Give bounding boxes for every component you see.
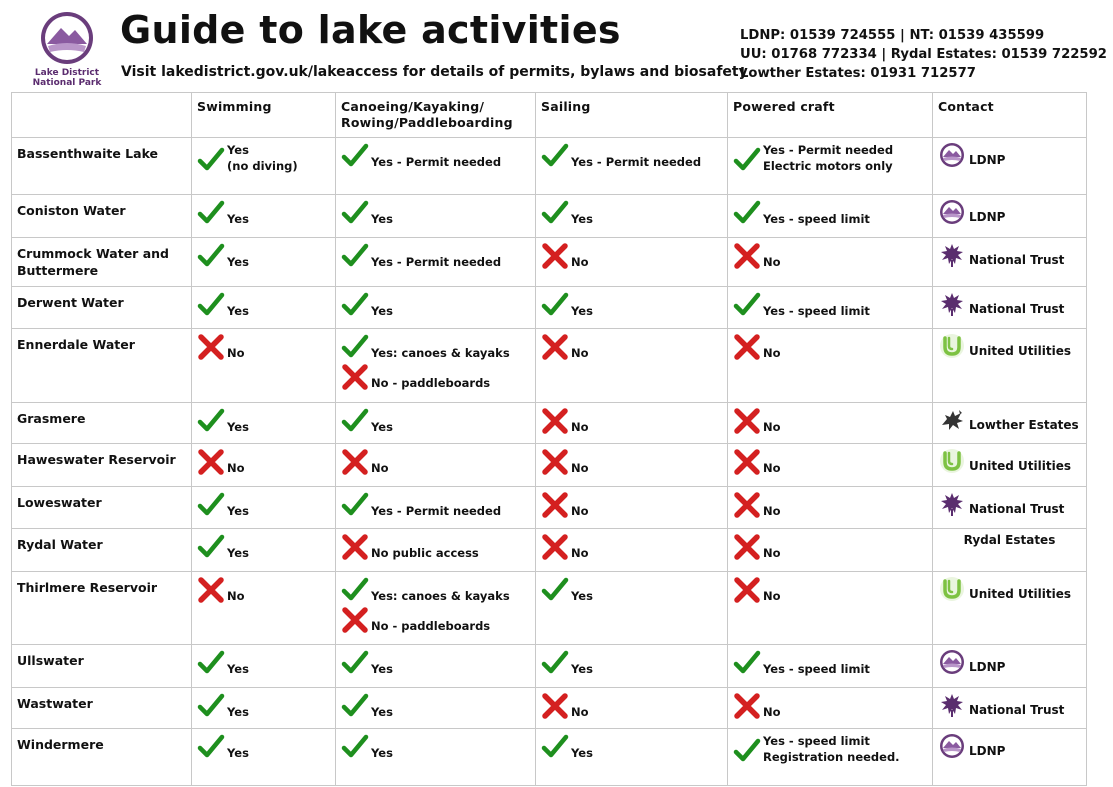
ldnp-logo-icon <box>939 199 965 225</box>
activity-status-text: Yes - speed limit <box>763 662 870 676</box>
column-header-powered-craft: Powered craft <box>728 93 933 138</box>
contact-cell <box>933 572 1087 645</box>
checkmark-icon <box>341 491 369 519</box>
contact-cell <box>933 403 1087 444</box>
canoeing-cell <box>336 329 536 403</box>
swimming-cell <box>192 487 336 529</box>
allowed-entry <box>341 491 530 519</box>
checkmark-icon <box>197 649 225 677</box>
activity-status-text: No <box>571 461 589 475</box>
canoeing-cell <box>336 572 536 645</box>
checkmark-icon <box>733 737 761 765</box>
activity-status-text: No <box>571 546 589 560</box>
column-header-contact: Contact <box>933 93 1087 138</box>
national-trust-icon <box>939 692 965 718</box>
swimming-cell <box>192 645 336 688</box>
allowed-entry <box>541 733 722 761</box>
contact-cell <box>933 645 1087 688</box>
checkmark-icon <box>341 199 369 227</box>
contact-organisation: United Utilities <box>969 344 1071 358</box>
table-row <box>12 138 1087 195</box>
canoeing-cell <box>336 403 536 444</box>
powered-craft-cell <box>728 329 933 403</box>
checkmark-icon <box>341 291 369 319</box>
sailing-cell <box>536 403 728 444</box>
contact-cell <box>933 444 1087 487</box>
cross-icon <box>541 692 569 720</box>
activity-status-text: No <box>571 504 589 518</box>
canoeing-cell <box>336 529 536 572</box>
lake-name: Grasmere <box>12 403 192 444</box>
allowed-entry <box>733 733 927 765</box>
sailing-cell <box>536 645 728 688</box>
activity-status-text: No <box>227 461 245 475</box>
activity-status-text: No <box>227 589 245 603</box>
activity-status-text: Yes <box>227 212 249 226</box>
allowed-entry <box>341 333 530 361</box>
activity-status-text: No <box>763 346 781 360</box>
canoeing-cell <box>336 645 536 688</box>
table-row <box>12 729 1087 786</box>
contact-organisation: National Trust <box>969 302 1065 316</box>
activity-status-text: Yes <box>227 662 249 676</box>
sailing-cell <box>536 138 728 195</box>
powered-craft-cell <box>728 572 933 645</box>
page-subtitle: Visit lakedistrict.gov.uk/lakeaccess for details of permits, bylaws and biosafety <box>121 64 748 80</box>
swimming-cell <box>192 287 336 329</box>
contact-organisation: United Utilities <box>969 459 1071 473</box>
powered-craft-cell <box>728 688 933 729</box>
sailing-cell <box>536 572 728 645</box>
activity-status-text: No <box>571 705 589 719</box>
not-allowed-entry <box>541 333 722 361</box>
checkmark-icon <box>341 692 369 720</box>
contact-organisation: Lowther Estates <box>969 418 1079 432</box>
lake-name: Bassenthwaite Lake <box>12 138 192 195</box>
not-allowed-entry <box>733 448 927 476</box>
allowed-entry <box>197 533 330 561</box>
national-trust-icon <box>939 242 965 268</box>
national-trust-icon <box>939 291 965 317</box>
table-row <box>12 329 1087 403</box>
not-allowed-entry <box>541 448 722 476</box>
canoeing-cell <box>336 195 536 238</box>
sailing-cell <box>536 529 728 572</box>
activity-status-text: Yes <box>227 546 249 560</box>
lake-name: Ennerdale Water <box>12 329 192 403</box>
cross-icon <box>341 363 369 391</box>
table-row <box>12 487 1087 529</box>
cross-icon <box>541 491 569 519</box>
activity-status-text: Yes <box>571 662 593 676</box>
lake-name: Haweswater Reservoir <box>12 444 192 487</box>
lake-name: Loweswater <box>12 487 192 529</box>
allowed-entry <box>341 142 530 170</box>
allowed-entry <box>541 576 722 604</box>
allowed-entry <box>341 291 530 319</box>
sailing-cell <box>536 487 728 529</box>
lake-name: Coniston Water <box>12 195 192 238</box>
activity-status-text: No <box>763 420 781 434</box>
table-row <box>12 287 1087 329</box>
allowed-entry <box>197 142 330 174</box>
contact-line: LDNP: 01539 724555 | NT: 01539 435599 <box>740 28 1045 43</box>
activity-status-text: Yes <box>371 304 393 318</box>
table-row <box>12 572 1087 645</box>
contact-cell <box>933 688 1087 729</box>
allowed-entry <box>197 692 330 720</box>
table-row <box>12 444 1087 487</box>
contact-cell <box>933 138 1087 195</box>
swimming-cell <box>192 688 336 729</box>
powered-craft-cell <box>728 729 933 786</box>
contact-organisation: National Trust <box>969 253 1065 267</box>
checkmark-icon <box>541 733 569 761</box>
checkmark-icon <box>541 576 569 604</box>
not-allowed-entry <box>341 533 530 561</box>
activity-status-text: Yes <box>571 746 593 760</box>
powered-craft-cell <box>728 444 933 487</box>
canoeing-cell <box>336 688 536 729</box>
contact-cell <box>933 287 1087 329</box>
sailing-cell <box>536 444 728 487</box>
sailing-cell <box>536 329 728 403</box>
activity-status-text: Yes <box>227 420 249 434</box>
activity-status-text: Yes <box>371 420 393 434</box>
activity-status-text: Yes <box>571 589 593 603</box>
activity-status-text: No <box>571 420 589 434</box>
allowed-entry <box>341 199 530 227</box>
activity-status-text: Yes <box>371 212 393 226</box>
activity-status-text: No <box>571 346 589 360</box>
national-trust-icon <box>939 491 965 517</box>
swimming-cell <box>192 238 336 287</box>
powered-craft-cell <box>728 645 933 688</box>
swimming-cell <box>192 195 336 238</box>
activity-status-text: Yes - Permit needed <box>371 504 502 518</box>
allowed-entry <box>197 649 330 677</box>
swimming-cell <box>192 403 336 444</box>
activity-status-text: Yes <box>571 212 593 226</box>
cross-icon <box>341 448 369 476</box>
activity-status-text: No <box>763 255 781 269</box>
checkmark-icon <box>197 407 225 435</box>
activity-status-text: Yes <box>227 504 249 518</box>
checkmark-icon <box>341 142 369 170</box>
logo-text: Lake District National Park <box>32 68 102 88</box>
allowed-entry <box>341 649 530 677</box>
checkmark-icon <box>197 242 225 270</box>
contact-organisation: LDNP <box>969 660 1006 674</box>
cross-icon <box>541 448 569 476</box>
powered-craft-cell <box>728 238 933 287</box>
ldnp-logo-icon <box>939 649 965 675</box>
swimming-cell <box>192 444 336 487</box>
canoeing-cell <box>336 287 536 329</box>
allowed-entry <box>733 291 927 319</box>
checkmark-icon <box>341 333 369 361</box>
not-allowed-entry <box>541 242 722 270</box>
page-title: Guide to lake activities <box>120 8 621 52</box>
not-allowed-entry <box>541 533 722 561</box>
table-row <box>12 238 1087 287</box>
cross-icon <box>541 407 569 435</box>
lake-name: Derwent Water <box>12 287 192 329</box>
contact-organisation: Rydal Estates <box>963 533 1056 547</box>
sailing-cell <box>536 688 728 729</box>
not-allowed-entry <box>733 576 927 604</box>
not-allowed-entry <box>541 491 722 519</box>
checkmark-icon <box>541 649 569 677</box>
cross-icon <box>541 333 569 361</box>
activity-status-text: Yes - Permit needed <box>371 155 502 169</box>
activity-status-text: Yes - speed limit <box>763 304 870 318</box>
cross-icon <box>197 448 225 476</box>
activity-status-text: Yes - speed limit Registration needed. <box>763 734 900 764</box>
activity-status-text: Yes: canoes & kayaks <box>371 589 510 603</box>
activity-status-text: No <box>227 346 245 360</box>
cross-icon <box>541 533 569 561</box>
activity-status-text: No <box>763 461 781 475</box>
not-allowed-entry <box>341 448 530 476</box>
powered-craft-cell <box>728 195 933 238</box>
checkmark-icon <box>541 291 569 319</box>
cross-icon <box>733 242 761 270</box>
contact-organisation: United Utilities <box>969 587 1071 601</box>
canoeing-cell <box>336 444 536 487</box>
activity-status-text: No <box>571 255 589 269</box>
allowed-entry <box>197 291 330 319</box>
table-row <box>12 195 1087 238</box>
powered-craft-cell <box>728 403 933 444</box>
canoeing-cell <box>336 238 536 287</box>
contact-cell <box>933 329 1087 403</box>
activity-status-text: Yes - Permit needed <box>571 155 702 169</box>
checkmark-icon <box>733 146 761 174</box>
allowed-entry <box>341 242 530 270</box>
lake-name: Rydal Water <box>12 529 192 572</box>
allowed-entry <box>197 407 330 435</box>
activity-status-text: Yes - Permit needed Electric motors only <box>763 143 894 173</box>
united-utilities-icon <box>939 448 965 474</box>
table-row <box>12 688 1087 729</box>
lake-name: Wastwater <box>12 688 192 729</box>
activity-status-text: Yes <box>227 304 249 318</box>
allowed-entry <box>541 649 722 677</box>
powered-craft-cell <box>728 487 933 529</box>
swimming-cell <box>192 572 336 645</box>
activity-status-text: Yes <box>371 662 393 676</box>
table-row <box>12 645 1087 688</box>
column-header-canoeing: Canoeing/Kayaking/ Rowing/Paddleboarding <box>336 93 536 138</box>
allowed-entry <box>541 291 722 319</box>
canoeing-cell <box>336 729 536 786</box>
checkmark-icon <box>197 692 225 720</box>
not-allowed-entry <box>197 333 330 361</box>
checkmark-icon <box>341 242 369 270</box>
activity-status-text: Yes <box>571 304 593 318</box>
allowed-entry <box>197 199 330 227</box>
sailing-cell <box>536 287 728 329</box>
allowed-entry <box>733 199 927 227</box>
swimming-cell <box>192 138 336 195</box>
lake-name: Windermere <box>12 729 192 786</box>
checkmark-icon <box>541 199 569 227</box>
lake-district-logo <box>30 10 104 88</box>
cross-icon <box>733 407 761 435</box>
not-allowed-entry <box>733 533 927 561</box>
checkmark-icon <box>197 199 225 227</box>
contact-cell <box>933 529 1087 572</box>
contact-line: UU: 01768 772334 | Rydal Estates: 01539 722592 <box>740 47 1107 62</box>
sailing-cell <box>536 729 728 786</box>
contact-line: Lowther Estates: 01931 712577 <box>740 66 976 81</box>
powered-craft-cell <box>728 529 933 572</box>
not-allowed-entry <box>541 692 722 720</box>
allowed-entry <box>197 491 330 519</box>
contact-organisation: National Trust <box>969 502 1065 516</box>
united-utilities-icon <box>939 576 965 602</box>
not-allowed-entry <box>341 606 530 634</box>
checkmark-icon <box>197 733 225 761</box>
cross-icon <box>733 576 761 604</box>
not-allowed-entry <box>733 333 927 361</box>
checkmark-icon <box>541 142 569 170</box>
not-allowed-entry <box>197 448 330 476</box>
activity-status-text: No - paddleboards <box>371 619 491 633</box>
contact-numbers <box>740 26 1107 83</box>
column-header-lake <box>12 93 192 138</box>
table-header-row <box>12 93 1087 138</box>
lowther-dragon-icon <box>939 407 965 433</box>
allowed-entry <box>541 142 722 170</box>
cross-icon <box>197 333 225 361</box>
allowed-entry <box>197 733 330 761</box>
activity-status-text: No <box>763 504 781 518</box>
not-allowed-entry <box>733 491 927 519</box>
allowed-entry <box>341 407 530 435</box>
allowed-entry <box>341 733 530 761</box>
lake-name: Crummock Water and Buttermere <box>12 238 192 287</box>
not-allowed-entry <box>541 407 722 435</box>
checkmark-icon <box>197 146 225 174</box>
not-allowed-entry <box>733 242 927 270</box>
table-row <box>12 403 1087 444</box>
column-header-sailing: Sailing <box>536 93 728 138</box>
lake-name: Ullswater <box>12 645 192 688</box>
ldnp-logo-icon <box>39 10 95 66</box>
canoeing-cell <box>336 487 536 529</box>
activity-status-text: No <box>763 589 781 603</box>
header <box>0 0 1113 92</box>
checkmark-icon <box>341 649 369 677</box>
contact-organisation: LDNP <box>969 744 1006 758</box>
cross-icon <box>341 533 369 561</box>
activity-status-text: No public access <box>371 546 479 560</box>
swimming-cell <box>192 329 336 403</box>
lake-name: Thirlmere Reservoir <box>12 572 192 645</box>
allowed-entry <box>197 242 330 270</box>
activity-status-text: No <box>763 546 781 560</box>
checkmark-icon <box>733 199 761 227</box>
checkmark-icon <box>341 576 369 604</box>
cross-icon <box>733 533 761 561</box>
cross-icon <box>733 448 761 476</box>
activity-status-text: Yes <box>227 746 249 760</box>
not-allowed-entry <box>341 363 530 391</box>
allowed-entry <box>733 649 927 677</box>
contact-cell <box>933 729 1087 786</box>
contact-organisation: LDNP <box>969 210 1006 224</box>
allowed-entry <box>341 576 530 604</box>
swimming-cell <box>192 529 336 572</box>
checkmark-icon <box>341 733 369 761</box>
cross-icon <box>197 576 225 604</box>
ldnp-logo-icon <box>939 733 965 759</box>
activity-status-text: Yes: canoes & kayaks <box>371 346 510 360</box>
activity-status-text: Yes - Permit needed <box>371 255 502 269</box>
activity-status-text: No <box>371 461 389 475</box>
sailing-cell <box>536 238 728 287</box>
contact-organisation: LDNP <box>969 153 1006 167</box>
activity-status-text: Yes <box>227 255 249 269</box>
ldnp-logo-icon <box>939 142 965 168</box>
cross-icon <box>341 606 369 634</box>
checkmark-icon <box>197 291 225 319</box>
swimming-cell <box>192 729 336 786</box>
activity-status-text: Yes (no diving) <box>227 143 298 173</box>
cross-icon <box>733 692 761 720</box>
checkmark-icon <box>197 533 225 561</box>
checkmark-icon <box>733 649 761 677</box>
column-header-swimming: Swimming <box>192 93 336 138</box>
checkmark-icon <box>341 407 369 435</box>
contact-cell <box>933 238 1087 287</box>
contact-cell <box>933 487 1087 529</box>
table-row <box>12 529 1087 572</box>
contact-organisation: National Trust <box>969 703 1065 717</box>
activity-status-text: No - paddleboards <box>371 376 491 390</box>
powered-craft-cell <box>728 138 933 195</box>
contact-cell <box>933 195 1087 238</box>
allowed-entry <box>541 199 722 227</box>
activity-status-text: No <box>763 705 781 719</box>
united-utilities-icon <box>939 333 965 359</box>
sailing-cell <box>536 195 728 238</box>
not-allowed-entry <box>733 407 927 435</box>
checkmark-icon <box>197 491 225 519</box>
not-allowed-entry <box>733 692 927 720</box>
activity-status-text: Yes <box>371 705 393 719</box>
activity-status-text: Yes - speed limit <box>763 212 870 226</box>
canoeing-cell <box>336 138 536 195</box>
lake-activities-table <box>11 92 1087 786</box>
cross-icon <box>541 242 569 270</box>
activity-status-text: Yes <box>227 705 249 719</box>
allowed-entry <box>341 692 530 720</box>
activity-status-text: Yes <box>371 746 393 760</box>
not-allowed-entry <box>197 576 330 604</box>
allowed-entry <box>733 142 927 174</box>
cross-icon <box>733 333 761 361</box>
powered-craft-cell <box>728 287 933 329</box>
checkmark-icon <box>733 291 761 319</box>
cross-icon <box>733 491 761 519</box>
